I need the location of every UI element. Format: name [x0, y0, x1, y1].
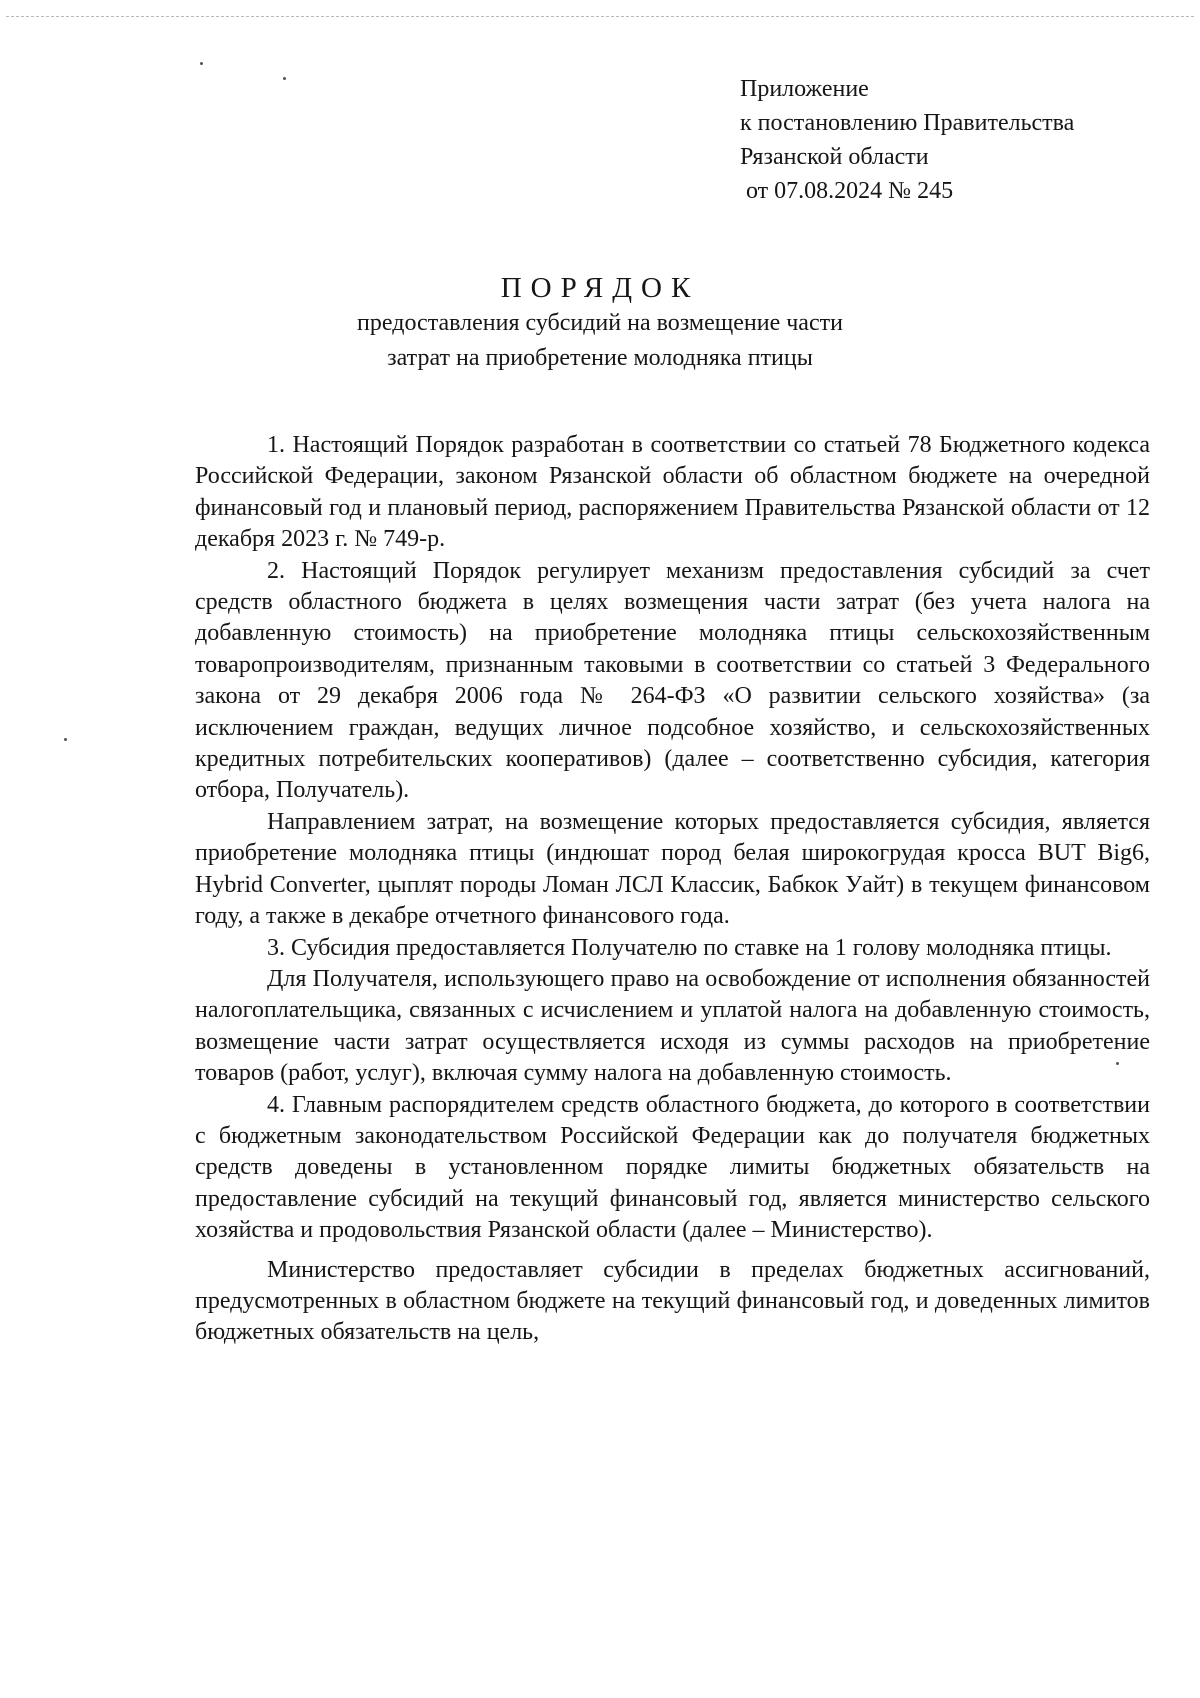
document-body [195, 430, 1150, 1349]
scan-speck [64, 738, 67, 741]
scan-speck [200, 62, 203, 65]
document-subtitle [0, 306, 1200, 376]
scan-speck [283, 77, 286, 80]
paragraph: Направлением затрат, на возмещение которых предоставляется субсидия, является приобретение молодняка птицы (индюшат пород белая широкогрудая кросса BUT Big6, Hybrid Converter, цыплят породы Ломан ЛСЛ Классик, Бабкок Уайт) в текущем финансовом году, а также в декабре отчетного финансового года. [195, 808, 1150, 930]
scan-border [6, 16, 1194, 17]
paragraph: Для Получателя, использующего право на освобождение от исполнения обязанностей налогоплательщика, связанных с исчислением и уплатой налога на добавленную стоимость, возмещение части затрат осуществляется исходя из суммы расходов на приобретение товаров (работ, услуг), включая сумму налога на добавленную стоимость. [195, 965, 1150, 1087]
paragraph: Министерство предоставляет субсидии в пределах бюджетных ассигнований, предусмотренных в областном бюджете на текущий финансовый год, и доведенных лимитов бюджетных обязательств на цель, [195, 1256, 1150, 1346]
appendix-line: к постановлению Правительства [740, 110, 1075, 136]
paragraph: 1. Настоящий Порядок разработан в соответствии со статьей 78 Бюджетного кодекса Российской Федерации, законом Рязанской области об областном бюджете на очередной финансовый год и плановый период, распоряжением Правительства Рязанской области от 12 декабря 2023 г. № 749-р. [195, 432, 1150, 553]
appendix-line: Приложение [740, 76, 869, 102]
paragraph: 4. Главным распорядителем средств областного бюджета, до которого в соответствии с бюджетным законодательством Российской Федерации как до получателя бюджетных средств доведены в установленном порядке лимиты бюджетных обязательств на предоставление субсидий на текущий финансовый год, является министерство сельского хозяйства и продовольствия Рязанской области (далее – Министерство). [195, 1091, 1150, 1244]
paragraph: 2. Настоящий Порядок регулирует механизм предоставления субсидий за счет средств областного бюджета в целях возмещения части затрат (без учета налога на добавленную стоимость) на приобретение молодняка птицы сельскохозяйственным товаропроизводителям, признанным таковыми в соответствии со статьей 3 Федерального закона от 29 декабря 2006 года № 264-ФЗ «О развитии сельского хозяйства» (за исключением граждан, ведущих личное подсобное хозяйство, и сельскохозяйственных кредитных потребительских кооперативов) (далее – соответственно субсидия, категория отбора, Получатель). [195, 557, 1150, 804]
appendix-header [740, 72, 1074, 208]
appendix-line: Рязанской области [740, 144, 929, 170]
document-title: ПОРЯДОК [500, 272, 700, 304]
appendix-date: от 07.08.2024 № 245 [746, 178, 954, 204]
subtitle-line: затрат на приобретение молодняка птицы [387, 345, 813, 371]
subtitle-line: предоставления субсидий на возмещение части [357, 310, 843, 336]
paragraph: 3. Субсидия предоставляется Получателю по ставке на 1 голову молодняка птицы. [267, 934, 1112, 961]
